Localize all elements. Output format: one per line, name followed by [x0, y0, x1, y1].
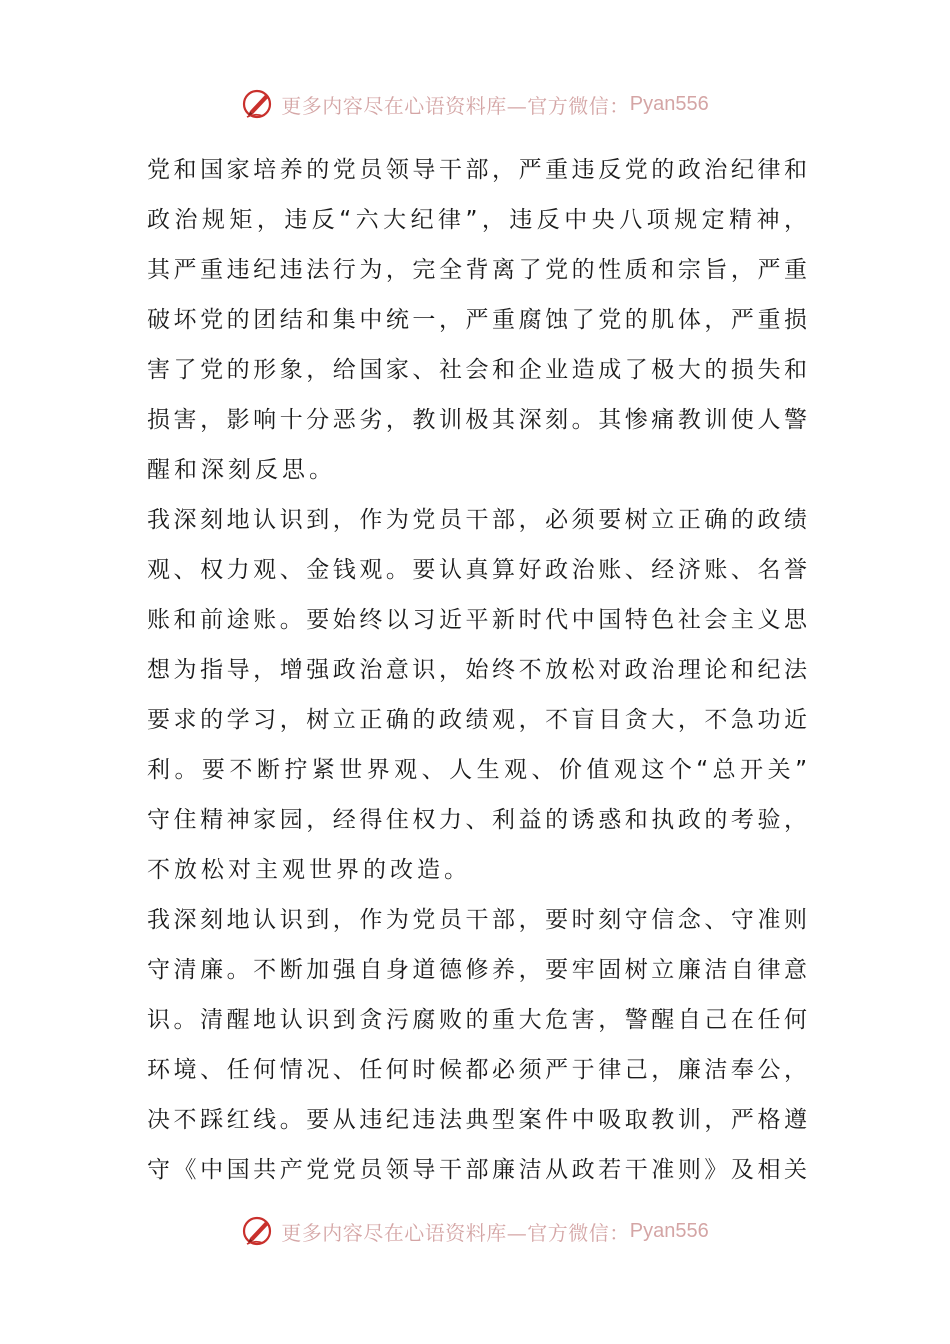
text-line: 不放松对主观世界的改造。	[147, 857, 471, 883]
text-line: 决不踩红线。要从违纪违法典型案件中吸取教训，严格遵	[147, 1107, 807, 1133]
text-line: 我深刻地认识到，作为党员干部，必须要树立正确的政绩	[147, 507, 807, 533]
paragraph-2	[147, 495, 807, 895]
text-line: 害了党的形象，给国家、社会和企业造成了极大的损失和	[147, 357, 807, 383]
header-banner	[0, 84, 950, 124]
footer-banner	[0, 1211, 950, 1251]
pen-seal-logo-icon	[241, 1214, 275, 1248]
text-line: 我深刻地认识到，作为党员干部，要时刻守信念、守准则	[147, 907, 807, 933]
header-wechat-id: Pyan556	[629, 92, 709, 115]
paragraph-3	[147, 895, 807, 1195]
text-line: 环境、任何情况、任何时候都必须严于律己，廉洁奉公，	[147, 1057, 807, 1083]
text-line: 守住精神家园，经得住权力、利益的诱惑和执政的考验，	[147, 807, 807, 833]
text-line: 党和国家培养的党员领导干部，严重违反党的政治纪律和	[147, 157, 807, 183]
text-line: 其严重违纪违法行为，完全背离了党的性质和宗旨，严重	[147, 257, 807, 283]
pen-seal-logo-icon	[241, 87, 275, 121]
header-brand-text: 更多内容尽在心语资料库—官方微信：	[281, 93, 630, 118]
text-line: 守《中国共产党党员领导干部廉洁从政若干准则》及相关	[147, 1157, 807, 1183]
text-line: 政治规矩，违反“六大纪律”，违反中央八项规定精神，	[147, 207, 807, 233]
text-line: 损害，影响十分恶劣，教训极其深刻。其惨痛教训使人警	[147, 407, 807, 433]
text-line: 要求的学习，树立正确的政绩观，不盲目贪大，不急功近	[147, 707, 807, 733]
text-line: 利。要不断拧紧世界观、人生观、价值观这个“总开关”	[147, 757, 807, 783]
text-line: 守清廉。不断加强自身道德修养，要牢固树立廉洁自律意	[147, 957, 807, 983]
paragraph-1	[147, 145, 807, 495]
footer-wechat-id: Pyan556	[629, 1219, 709, 1242]
text-line: 账和前途账。要始终以习近平新时代中国特色社会主义思	[147, 607, 807, 633]
text-line: 醒和深刻反思。	[147, 457, 336, 483]
text-line: 观、权力观、金钱观。要认真算好政治账、经济账、名誉	[147, 557, 807, 583]
text-line: 破坏党的团结和集中统一，严重腐蚀了党的肌体，严重损	[147, 307, 807, 333]
footer-brand-text: 更多内容尽在心语资料库—官方微信：	[281, 1220, 630, 1245]
text-line: 识。清醒地认识到贪污腐败的重大危害，警醒自己在任何	[147, 1007, 807, 1033]
document-body	[147, 145, 807, 1195]
text-line: 想为指导，增强政治意识，始终不放松对政治理论和纪法	[147, 657, 807, 683]
